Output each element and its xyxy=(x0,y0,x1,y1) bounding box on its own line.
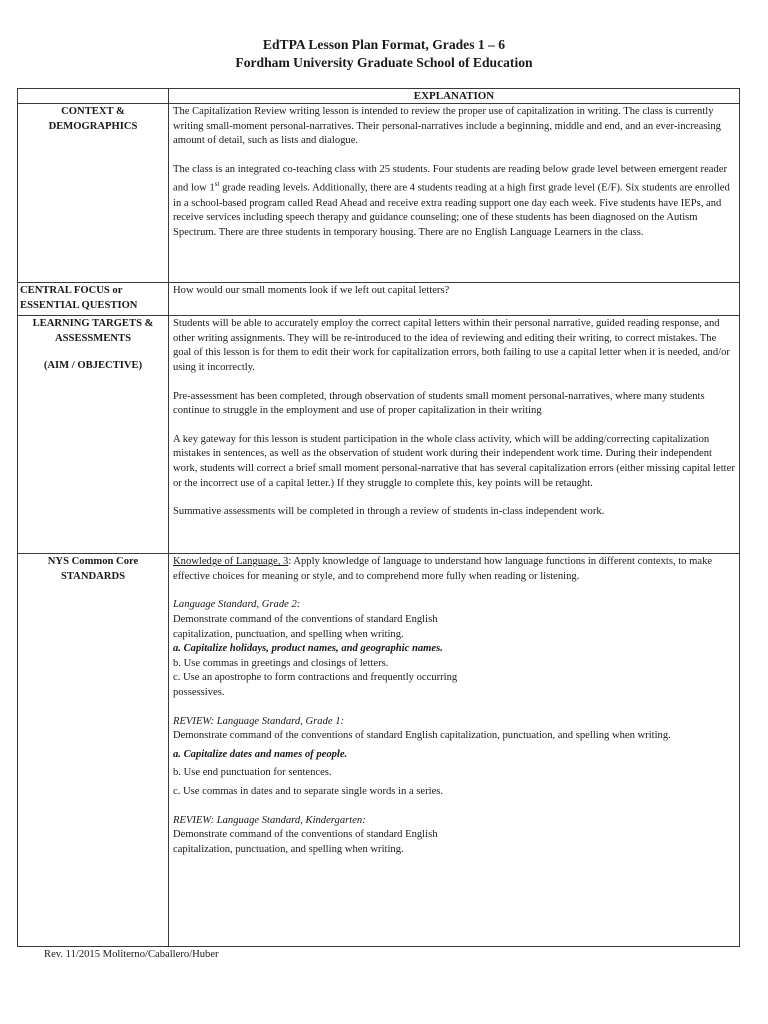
grade1-title: REVIEW: Language Standard, Grade 1: xyxy=(173,715,345,727)
learning-targets-label xyxy=(18,316,169,554)
learning-targets-sublabel: (AIM / OBJECTIVE) xyxy=(43,360,143,372)
table-header-row xyxy=(18,89,740,104)
grade1-item-b: b. Use end punctuation for sentences. xyxy=(173,767,332,779)
knowledge-of-language: Knowledge of Language, 3: Apply knowledge of language to understand how language functions in different contexts, to make effective choices for meaning or style, and to comprehend more fully when reading or listening. xyxy=(173,556,713,582)
grade1-item-c: c. Use commas in dates and to separate single words in a series. xyxy=(173,785,444,797)
kindergarten-standard xyxy=(173,814,473,858)
learning-targets-paragraph-2: Pre-assessment has been completed, through observation of students small moment personal-narratives, where many students continue to struggle in the employment and use of proper capitalization in their writing xyxy=(173,390,705,417)
learning-targets-paragraph-1: Students will be able to accurately employ the correct capital letters within their personal narrative, guided reading response, and other writing assignments. They will be re-introduced to the idea of reviewing and editing their writing, to correct mistakes. The goal of this lesson is for them to edit their work for capitalization errors, both failing to use a capital letter when it is needed, and/or using it incorrectly. xyxy=(173,318,730,373)
grade2-item-c: c. Use an apostrophe to form contractions and frequently occurring possessives. xyxy=(173,672,458,698)
grade2-item-b: b. Use commas in greetings and closings of letters. xyxy=(173,657,389,669)
title-line-1: EdTPA Lesson Plan Format, Grades 1 – 6 xyxy=(262,37,506,52)
learning-targets-paragraph-4: Summative assessments will be completed in through a review of students in-class independent work. xyxy=(173,506,605,518)
context-row xyxy=(18,104,740,283)
grade1-item-a: a. Capitalize dates and names of people. xyxy=(173,748,348,760)
document-title xyxy=(0,36,768,72)
grade2-item-a: a. Capitalize holidays, product names, and geographic names. xyxy=(173,643,443,655)
kindergarten-description: Demonstrate command of the conventions of standard English capitalization, punctuation, and spelling when writing. xyxy=(173,829,438,855)
knowledge-of-language-link[interactable]: Knowledge of Language, 3 xyxy=(173,556,289,568)
learning-targets-row xyxy=(18,316,740,554)
explanation-header: EXPLANATION xyxy=(169,89,740,104)
context-label: CONTEXT & DEMOGRAPHICS xyxy=(18,104,169,283)
grade1-description: Demonstrate command of the conventions of standard English capitalization, punctuation, and spelling when writing. xyxy=(173,730,671,742)
title-line-2: Fordham University Graduate School of Education xyxy=(235,55,533,70)
central-focus-row xyxy=(18,283,740,316)
standards-row xyxy=(18,554,740,947)
standards-label: NYS Common Core STANDARDS xyxy=(18,554,169,947)
learning-targets-title: LEARNING TARGETS & ASSESSMENTS xyxy=(32,318,154,344)
context-paragraph-2: The class is an integrated co-teaching class with 25 students. Four students are reading below grade level between emergent reader and low 1st grade reading levels. Additionally, there are 4 students reading at a high first grade level (E/F). Six students are enrolled in a school-based program called Read Ahead and receive extra reading support one day each week. Five students have IEPs, and receive services including speech therapy and guidance counseling; one of these students has been diagnosed on the Autism Spectrum. There are three students in temporary housing. There are no English Language Learners in the class. xyxy=(173,163,730,238)
revision-footer: Rev. 11/2015 Moliterno/Caballero/Huber xyxy=(44,949,219,960)
grade2-title: Language Standard, Grade 2: xyxy=(173,599,301,611)
context-paragraph-1: The Capitalization Review writing lesson is intended to review the proper use of capitalization in writing. The class is currently writing small-moment personal-narratives. Their personal-narratives include a beginning, middle and end, and an ever-increasing amount of detail, such as lists and dialogue. xyxy=(173,106,721,147)
kindergarten-title: REVIEW: Language Standard, Kindergarten: xyxy=(173,814,366,826)
header-empty-cell xyxy=(18,89,169,104)
learning-targets-paragraph-3: A key gateway for this lesson is student participation in the whole class activity, which will be adding/correcting capitalization mistakes in sentences, as well as the observation of student work during their independent work time. During their independent work, students will correct a brief small moment personal-narrative that has several capitalization errors (either missing capital letter or the incorrect use of a capital letter.) If they struggle to complete this, key points will be retaught. xyxy=(173,433,735,489)
learning-targets-content xyxy=(169,316,740,554)
grade2-standard xyxy=(173,598,473,700)
context-content xyxy=(169,104,740,283)
central-focus-content: How would our small moments look if we left out capital letters? xyxy=(169,283,740,316)
lesson-plan-table xyxy=(17,88,740,947)
standards-content xyxy=(169,554,740,947)
central-focus-label: CENTRAL FOCUS or ESSENTIAL QUESTION xyxy=(18,283,169,316)
grade1-standard xyxy=(173,715,735,800)
grade2-description: Demonstrate command of the conventions of standard English capitalization, punctuation, and spelling when writing. xyxy=(173,613,438,640)
